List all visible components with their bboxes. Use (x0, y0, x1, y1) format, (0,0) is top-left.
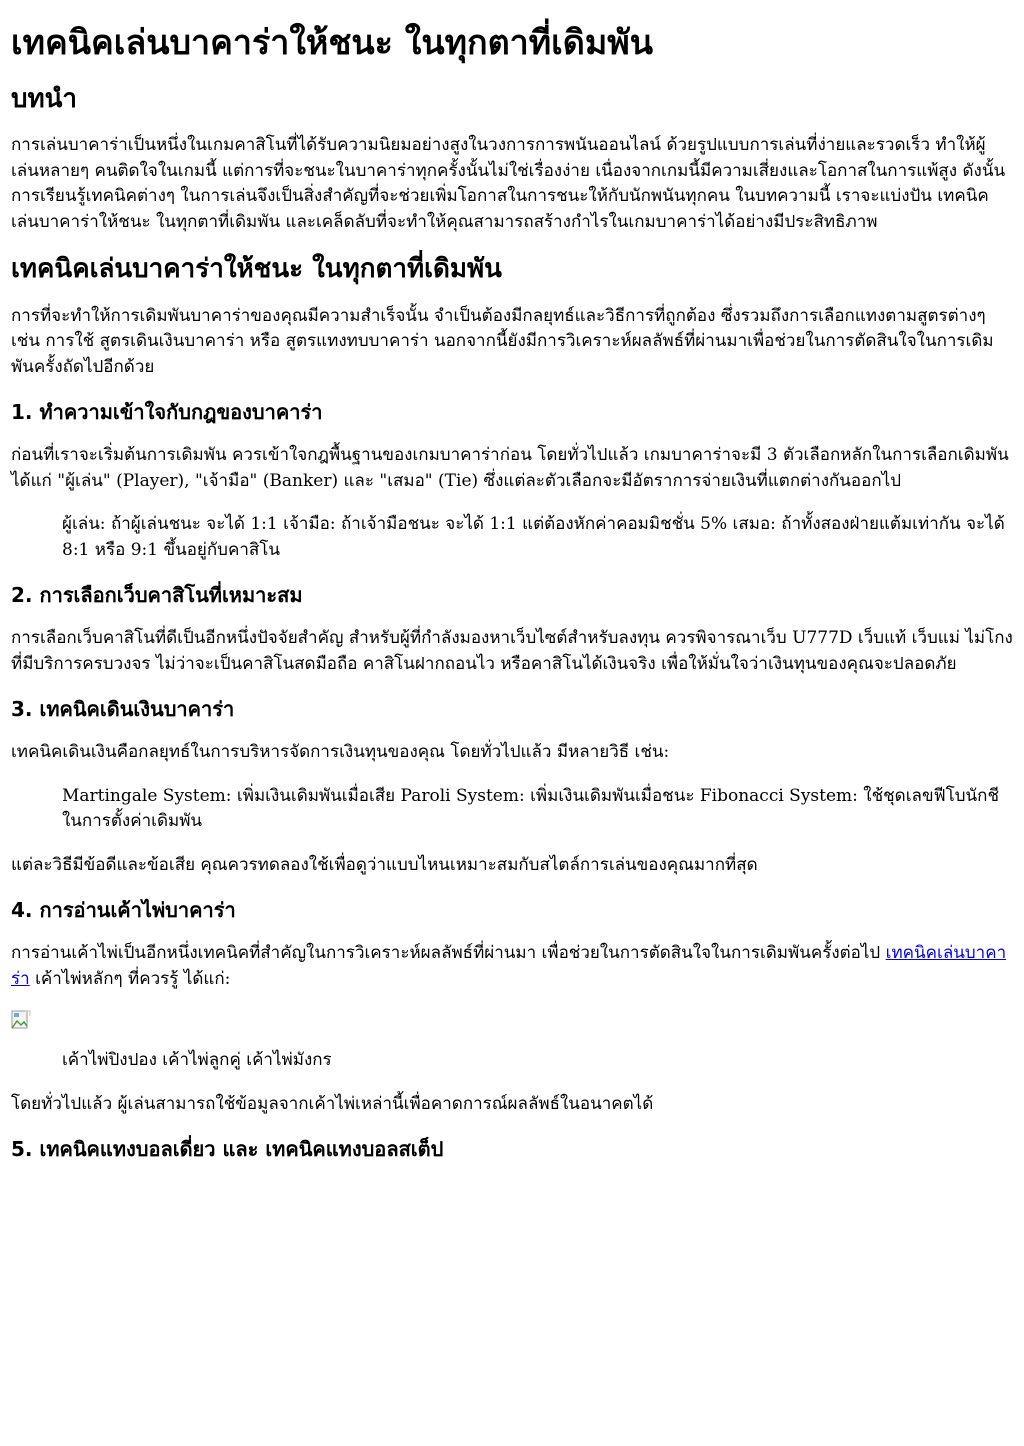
section1-heading: 1. ทำความเข้าใจกับกฎของบาคาร่า (11, 400, 323, 424)
section2-paragraph: การเลือกเว็บคาสิโนที่ดีเป็นอีกหนึ่งปัจจัยสำคัญ สำหรับผู้ที่กำลังมองหาเว็บไซต์สำหรับลงทุน ควรพิจารณาเว็บ U777D เว็บแท้ เว็บแม่ ไม่โกง ที่มีบริการครบวงจร ไม่ว่าจะเป็นคาสิโนสดมือถือ คาสิโนฝากถอนไว หรือคาสิโนได้เงินจริง เพื่อให้มั่นใจว่าเงินทุนของคุณจะปลอดภัย (11, 628, 1013, 674)
intro-heading: บทนำ (11, 83, 78, 114)
section3-heading: 3. เทคนิคเดินเงินบาคาร่า (11, 697, 235, 721)
section4-text-after: เค้าไพ่หลักๆ ที่ควรรู้ ได้แก่: (29, 968, 231, 989)
baccarat-technique-link[interactable]: เทคนิคเล่นบาคาร่า (11, 943, 1007, 989)
section3-after-paragraph: แต่ละวิธีมีข้อดีและข้อเสีย คุณควรทดลองใช้เพื่อดูว่าแบบไหนเหมาะสมกับสไตล์การเล่นของคุณมากที่สุด (11, 854, 758, 875)
page-title: เทคนิคเล่นบาคาร่าให้ชนะ ในทุกตาที่เดิมพัน (11, 23, 653, 63)
section2-heading: 2. การเลือกเว็บคาสิโนที่เหมาะสม (11, 583, 303, 607)
main-heading: เทคนิคเล่นบาคาร่าให้ชนะ ในทุกตาที่เดิมพัน (11, 254, 502, 284)
broken-image-icon (11, 1010, 31, 1030)
section1-paragraph: ก่อนที่เราจะเริ่มต้นการเดิมพัน ควรเข้าใจกฎพื้นฐานของเกมบาคาร่าก่อน โดยทั่วไปแล้ว เกมบาคาร่าจะมี 3 ตัวเลือกหลักในการเลือกเดิมพัน ได้แก่ "ผู้เล่น" (Player), "เจ้ามือ" (Banker) และ "เสมอ" (Tie) ซึ่งแต่ละตัวเลือกจะมีอัตราการจ่ายเงินที่แตกต่างกันออกไป (11, 445, 1009, 491)
section3-paragraph: เทคนิคเดินเงินคือกลยุทธ์ในการบริหารจัดการเงินทุนของคุณ โดยทั่วไปแล้ว มีหลายวิธี เช่น: (11, 742, 670, 762)
main-paragraph: การที่จะทำให้การเดิมพันบาคาร่าของคุณมีความสำเร็จนั้น จำเป็นต้องมีกลยุทธ์และวิธีการที่ถูกต้อง ซึ่งรวมถึงการเลือกแทงตามสูตรต่างๆ เช่น การใช้ สูตรเดินเงินบาคาร่า หรือ สูตรแทงทบบาคาร่า นอกจากนี้ยังมีการวิเคราะห์ผลลัพธ์ที่ผ่านมาเพื่อช่วยในการตัดสินใจในการเดิมพันครั้งถัดไปอีกด้วย (11, 305, 994, 377)
section4-paragraph (11, 941, 1013, 992)
section1-quote: ผู้เล่น: ถ้าผู้เล่นชนะ จะได้ 1:1 เจ้ามือ: ถ้าเจ้ามือชนะ จะได้ 1:1 แต่ต้องหักค่าคอมมิชชั่น 5% เสมอ: ถ้าทั้งสองฝ่ายแต้มเท่ากัน จะได้ 8:1 หรือ 9:1 ขึ้นอยู่กับคาสิโน (62, 514, 1005, 560)
section5-heading: 5. เทคนิคแทงบอลเดี่ยว และ เทคนิคแทงบอลสเต็ป (11, 1137, 444, 1161)
section4-after-paragraph: โดยทั่วไปแล้ว ผู้เล่นสามารถใช้ข้อมูลจากเค้าไพ่เหล่านี้เพื่อคาดการณ์ผลลัพธ์ในอนาคตได้ (11, 1093, 654, 1114)
section3-quote: Martingale System: เพิ่มเงินเดิมพันเมื่อเสีย Paroli System: เพิ่มเงินเดิมพันเมื่อชนะ Fibonacci System: ใช้ชุดเลขฟีโบนักชีในการตั้งค่าเดิมพัน (62, 785, 999, 831)
section4-heading: 4. การอ่านเค้าไพ่บาคาร่า (11, 898, 236, 922)
section4-quote: เค้าไพ่ปิงปอง เค้าไพ่ลูกคู่ เค้าไพ่มังกร (62, 1050, 332, 1070)
intro-paragraph: การเล่นบาคาร่าเป็นหนึ่งในเกมคาสิโนที่ได้รับความนิยมอย่างสูงในวงการการพนันออนไลน์ ด้วยรูปแบบการเล่นที่ง่ายและรวดเร็ว ทำให้ผู้เล่นหลายๆ คนติดใจในเกมนี้ แต่การที่จะชนะในบาคาร่าทุกครั้งนั้นไม่ใช่เรื่องง่าย เนื่องจากเกมนี้มีความเสี่ยงและโอกาสในการแพ้สูง ดังนั้น การเรียนรู้เทคนิคต่างๆ ในการเล่นจึงเป็นสิ่งสำคัญที่จะช่วยเพิ่มโอกาสในการชนะให้กับนักพนันทุกคน ในบทความนี้ เราจะแบ่งปัน เทคนิคเล่นบาคาร่าให้ชนะ ในทุกตาที่เดิมพัน และเคล็ดลับที่จะทำให้คุณสามารถสร้างกำไรในเกมบาคาร่าได้อย่างมีประสิทธิภาพ (11, 135, 1006, 232)
section4-text-before: การอ่านเค้าไพ่เป็นอีกหนึ่งเทคนิคที่สำคัญในการวิเคราะห์ผลลัพธ์ที่ผ่านมา เพื่อช่วยในการตัดสินใจในการเดิมพันครั้งต่อไป (11, 943, 886, 963)
